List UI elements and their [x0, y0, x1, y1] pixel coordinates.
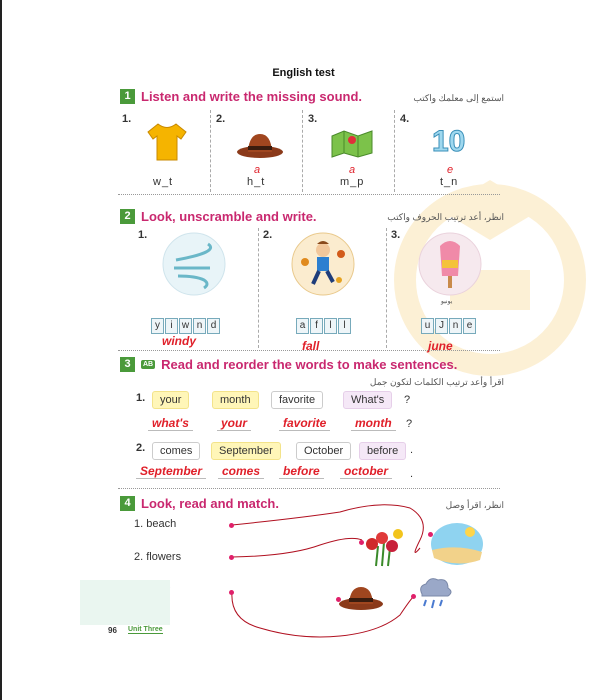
match-dot — [229, 555, 234, 560]
letter-tile: d — [207, 318, 220, 334]
match-dot — [229, 590, 234, 595]
s1-word-3: m_p — [340, 176, 365, 188]
section-2-number: 2 — [120, 209, 135, 224]
letter-tile: n — [449, 318, 462, 334]
s3-q1-answer: month — [351, 416, 396, 431]
letter-tile: y — [151, 318, 164, 334]
unit-label: Unit Three — [128, 626, 163, 633]
s3-q1-mark: ? — [404, 394, 411, 406]
s1-answer-4: e — [447, 164, 454, 176]
section-3-arabic: اقرأ وأعد ترتيب الكلمات لتكون جمل — [369, 377, 504, 387]
s1-answer-2: a — [254, 164, 261, 176]
letter-tile: i — [165, 318, 178, 334]
s2-item-3-num: 3. — [391, 229, 401, 241]
section-3-number: 3 — [120, 357, 135, 372]
s2-answer-2: fall — [302, 339, 320, 353]
page-number: 96 — [108, 626, 117, 635]
letter-tile: l — [338, 318, 351, 334]
rain-cloud-icon — [414, 574, 454, 614]
match-dot — [229, 523, 234, 528]
s3-q2-answer-mark: . — [410, 468, 414, 480]
match-item-flowers: 2. flowers — [134, 551, 182, 563]
s2-item-2-num: 2. — [263, 229, 273, 241]
section-3-title: Read and reorder the words to make sentences. — [161, 357, 458, 372]
s3-q1-answer: what's — [148, 416, 193, 431]
s3-q2-answer: october — [340, 464, 392, 479]
word-chip: comes — [152, 442, 200, 460]
footer-decoration — [80, 580, 170, 625]
letter-tile: e — [463, 318, 476, 334]
section-1-title: Listen and write the missing sound. — [141, 89, 363, 104]
word-chip: September — [211, 442, 281, 460]
s2-answer-3: june — [428, 339, 453, 353]
ten-number-image: 10 — [432, 125, 466, 158]
section-2-arabic: انظر، أعد ترتيب الحروف واكتب — [387, 212, 504, 222]
letter-tile: w — [179, 318, 192, 334]
s3-q2-mark: . — [410, 444, 414, 456]
word-chip: your — [152, 391, 189, 409]
flowers-icon — [358, 526, 406, 568]
section-2-title: Look, unscramble and write. — [141, 209, 317, 224]
s3-q2-answer: September — [136, 464, 206, 479]
s1-word-1: w_t — [153, 176, 174, 188]
s1-item-3-num: 3. — [308, 113, 318, 125]
s3-q1-answer: your — [217, 416, 251, 431]
section-4-number: 4 — [120, 496, 135, 511]
match-item-beach: 1. beach — [134, 518, 177, 530]
word-chip: favorite — [271, 391, 323, 409]
s1-answer-3: a — [349, 164, 356, 176]
s2-caption-3: يونيو — [441, 299, 453, 305]
page-title: English test — [272, 67, 335, 79]
section-1-arabic: استمع إلى معلمك واكتب — [413, 93, 504, 103]
letter-tile: a — [296, 318, 309, 334]
section-4-arabic: انظر، اقرأ وصل — [445, 500, 504, 510]
word-chip: month — [212, 391, 259, 409]
s3-q1-answer: favorite — [279, 416, 330, 431]
beach-icon — [430, 522, 484, 566]
s1-word-2: h_t — [247, 176, 266, 188]
s3-q1-num: 1. — [136, 392, 146, 404]
section-1-number: 1 — [120, 89, 135, 104]
letter-tile: f — [310, 318, 323, 334]
word-chip: October — [296, 442, 351, 460]
word-chip: What's — [343, 391, 392, 409]
section-4-title: Look, read and match. — [141, 496, 279, 511]
s1-item-2-num: 2. — [216, 113, 226, 125]
letter-tile: J — [435, 318, 448, 334]
word-chip: before — [359, 442, 406, 460]
s1-word-4: t_n — [440, 176, 459, 188]
ab-badge: AB — [143, 361, 154, 368]
s3-q2-num: 2. — [136, 442, 146, 454]
s1-item-1-num: 1. — [122, 113, 132, 125]
s3-q1-answer-mark: ? — [406, 418, 413, 430]
letter-tile: n — [193, 318, 206, 334]
letter-tile: u — [421, 318, 434, 334]
letter-tile: l — [324, 318, 337, 334]
hat-icon — [338, 582, 384, 612]
s2-item-1-num: 1. — [138, 229, 148, 241]
s3-q2-answer: comes — [218, 464, 264, 479]
s3-q2-answer: before — [279, 464, 324, 479]
s2-answer-1: windy — [162, 334, 197, 348]
s1-item-4-num: 4. — [400, 113, 410, 125]
